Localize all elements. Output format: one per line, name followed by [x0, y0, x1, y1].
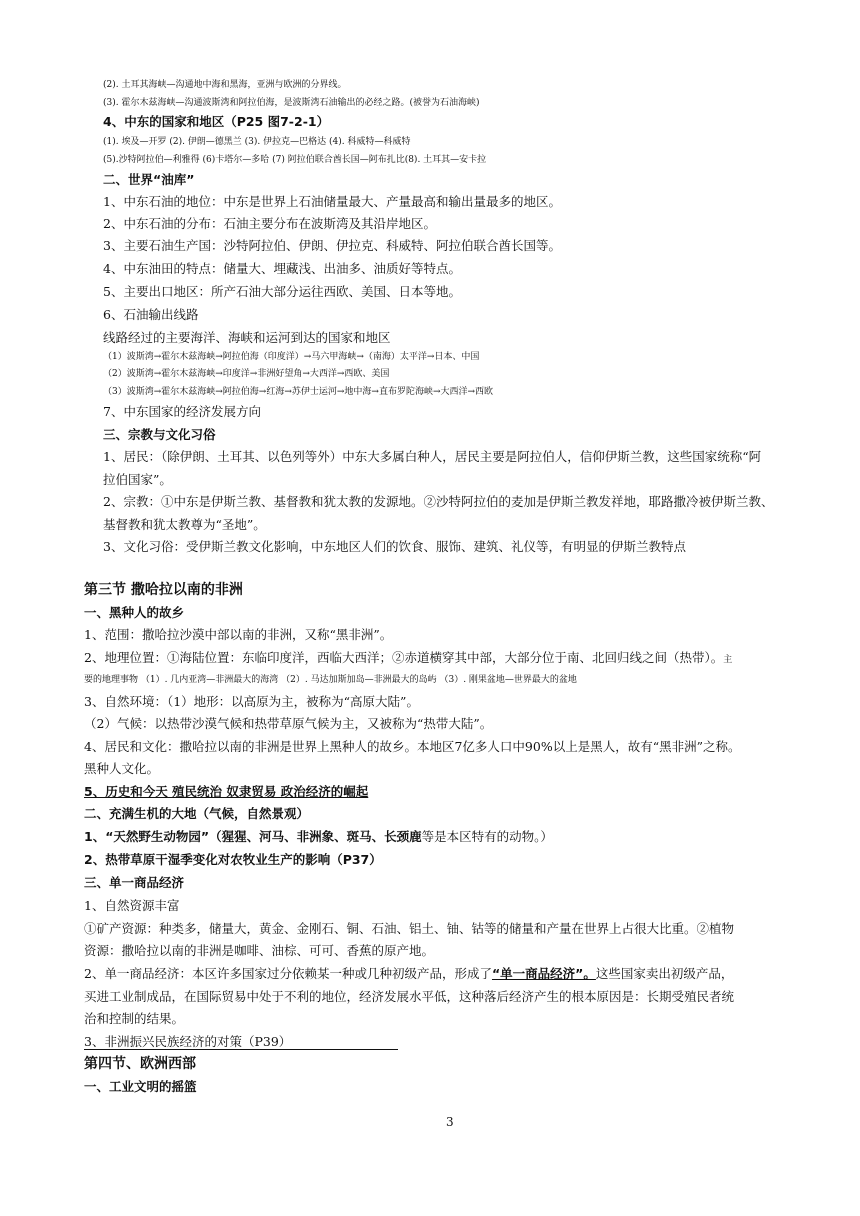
africa-revival: 3、非洲振兴民族经济的对策（P39）	[84, 1034, 292, 1049]
africa-location-tail: 主	[723, 655, 733, 665]
africa-climate: （2）气候：以热带沙漠气候和热带草原气候为主，又被称为“热带大陆”。	[84, 716, 493, 731]
oil-route-2: （2）波斯湾→霍尔木兹海峡→印度洋→非洲好望角→大西洋→西欧、美国	[103, 369, 390, 379]
oil-item-6: 6、石油输出线路	[103, 307, 199, 322]
africa-wildlife-tail: 等是本区特有的动物。）	[421, 829, 553, 844]
africa-economy-line-2: 买进工业制成品，在国际贸易中处于不利的地位，经济发展水平低，这种落后经济产生的根本原因是：长期受殖民者统	[84, 989, 735, 1004]
africa-economy-pre: 2、单一商品经济：本区许多国家过分依赖某一种或几种初级产品，形成了	[84, 966, 492, 981]
africa-heading-1: 一、黑种人的故乡	[84, 605, 185, 620]
countries-line-1: (1). 埃及—开罗 (2). 伊朗—德黑兰 (3). 伊拉克—巴格达 (4). 科威特—科威特	[103, 137, 411, 147]
africa-history: 5、历史和今天 殖民统治 奴隶贸易 政治经济的崛起	[84, 784, 369, 799]
strait-hormuz-line: (3). 霍尔木兹海峡—沟通波斯湾和阿拉伯海，是波斯湾石油输出的必经之路。(被誉为石油海峡)	[103, 98, 480, 108]
religion-residents-line-2: 拉伯国家”。	[103, 472, 172, 487]
strait-turkey-line: (2). 土耳其海峡—沟通地中海和黑海，亚洲与欧洲的分界线。	[103, 80, 347, 90]
countries-heading: 4、中东的国家和地区（P25 图7-2-1）	[103, 114, 330, 129]
religion-residents-line-1: 1、居民：（除伊朗、土耳其、以色列等外）中东大多属白种人，居民主要是阿拉伯人，信仰伊斯兰教，这些国家统称“阿	[103, 449, 762, 464]
europe-section-title: 第四节、欧洲西部	[84, 1056, 196, 1072]
africa-location-text: 2、地理位置：①海陆位置：东临印度洋，西临大西洋；②赤道横穿其中部，大部分位于南、北回归线之间（热带）。	[84, 650, 724, 665]
africa-resources: 1、自然资源丰富	[84, 898, 180, 913]
oil-route-1: （1）波斯湾→霍尔木兹海峡→阿拉伯海（印度洋）→马六甲海峡→（南海）太平洋→日本、中国	[103, 352, 480, 362]
africa-minerals-line-2: 资源：撒哈拉以南的非洲是咖啡、油棕、可可、香蕉的原产地。	[84, 943, 435, 958]
africa-section-title: 第三节 撒哈拉以南的非洲	[84, 582, 243, 598]
oil-heading: 二、世界“油库”	[103, 172, 195, 187]
oil-item-5: 5、主要出口地区：所产石油大部分运往西欧、美国、日本等地。	[103, 284, 461, 299]
africa-features: 要的地理事物 （1）. 几内亚湾—非洲最大的海湾 （2）. 马达加斯加岛—非洲最大的岛屿 （3）. 刚果盆地—世界最大的盆地	[84, 675, 577, 685]
countries-line-2: (5).沙特阿拉伯—利雅得 (6)卡塔尔—多哈 (7) 阿拉伯联合酋长国—阿布扎比(8). 土耳其—安卡拉	[103, 155, 487, 165]
oil-item-4: 4、中东油田的特点：储量大、埋藏浅、出油多、油质好等特点。	[103, 261, 461, 276]
religion-faith-line-1: 2、宗教：①中东是伊斯兰教、基督教和犹太教的发源地。②沙特阿拉伯的麦加是伊斯兰教发祥地，耶路撒冷被伊斯兰教、	[103, 494, 774, 509]
africa-wildlife-bold: 1、“天然野生动物园”（猩猩、河马、非洲象、斑马、长颈鹿	[84, 829, 422, 844]
africa-wildlife	[84, 829, 553, 844]
africa-residents-line-1: 4、居民和文化：撒哈拉以南的非洲是世界上黑种人的故乡。本地区7亿多人口中90%以上是黑人，故有“黑非洲”之称。	[84, 739, 741, 754]
religion-faith-line-2: 基督教和犹太教尊为“圣地”。	[103, 517, 266, 532]
oil-item-3: 3、主要石油生产国：沙特阿拉伯、伊朗、伊拉克、科威特、阿拉伯联合酋长国等。	[103, 238, 561, 253]
africa-terrain: 3、自然环境：（1）地形：以高原为主，被称为“高原大陆”。	[84, 694, 419, 709]
religion-heading: 三、宗教与文化习俗	[103, 427, 216, 442]
africa-economy-key: “单一商品经济”。	[491, 966, 596, 981]
africa-savanna: 2、热带草原干湿季变化对农牧业生产的影响（P37）	[84, 852, 382, 867]
africa-economy-line-3: 治和控制的结果。	[84, 1011, 185, 1026]
oil-route-intro: 线路经过的主要海洋、海峡和运河到达的国家和地区	[103, 330, 391, 345]
africa-economy-post: 这些国家卖出初级产品，	[595, 966, 734, 981]
revival-underline	[84, 1049, 398, 1050]
europe-heading-1: 一、工业文明的摇篮	[84, 1079, 197, 1094]
africa-heading-2: 二、充满生机的大地（气候，自然景观）	[84, 806, 310, 821]
africa-minerals-line-1: ①矿产资源：种类多，储量大，黄金、金刚石、铜、石油、铝土、铀、钴等的储量和产量在世界上占很大比重。②植物	[84, 921, 735, 936]
page-number: 3	[446, 1115, 454, 1129]
oil-item-2: 2、中东石油的分布：石油主要分布在波斯湾及其沿岸地区。	[103, 216, 436, 231]
africa-location	[84, 650, 732, 666]
africa-range: 1、范围：撒哈拉沙漠中部以南的非洲，又称“黑非洲”。	[84, 627, 393, 642]
africa-residents-line-2: 黑种人文化。	[84, 761, 160, 776]
africa-economy-line-1	[84, 966, 733, 981]
religion-culture-line: 3、文化习俗：受伊斯兰教文化影响，中东地区人们的饮食、服饰、建筑、礼仪等，有明显的伊斯兰教特点	[103, 539, 686, 554]
oil-route-3: （3）波斯湾→霍尔木兹海峡→阿拉伯海→红海→苏伊士运河→地中海→直布罗陀海峡→大西洋→西欧	[103, 387, 494, 397]
oil-item-1: 1、中东石油的地位：中东是世界上石油储量最大、产量最高和输出量最多的地区。	[103, 194, 561, 209]
africa-heading-3: 三、单一商品经济	[84, 875, 185, 890]
oil-item-7: 7、中东国家的经济发展方向	[103, 404, 261, 419]
